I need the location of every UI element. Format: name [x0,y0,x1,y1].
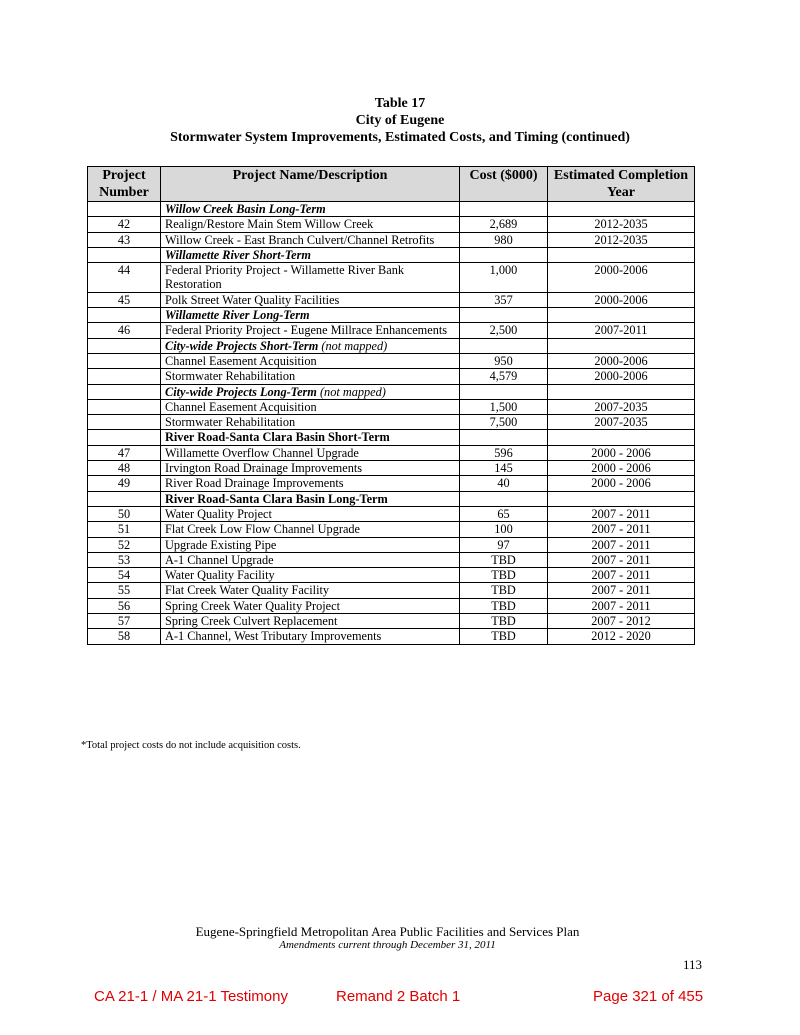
completion-year: 2012-2035 [548,232,695,247]
project-cost: 2,689 [460,217,548,232]
section-cost-cell [460,491,548,506]
section-title-cell [161,338,460,353]
project-number: 45 [88,292,161,307]
footer-plan-title: Eugene-Springfield Metropolitan Area Public Facilities and Services Plan [195,924,580,939]
project-number: 52 [88,537,161,552]
table-row [88,552,695,567]
table-row [88,629,695,644]
completion-year: 2007 - 2011 [548,598,695,613]
completion-year: 2007-2011 [548,323,695,338]
section-cost-cell [460,247,548,262]
project-cost: 4,579 [460,369,548,384]
project-cost: 97 [460,537,548,552]
project-name: Upgrade Existing Pipe [161,537,460,552]
project-cost: 145 [460,461,548,476]
completion-year: 2000 - 2006 [548,476,695,491]
table-row [88,232,695,247]
project-name: Channel Easement Acquisition [161,399,460,414]
project-name: Spring Creek Culvert Replacement [161,614,460,629]
section-number-cell [88,384,161,399]
section-title-cell [161,202,460,217]
completion-year: 2007 - 2011 [548,552,695,567]
footer-amendment-note: Amendments current through December 31, 2011 [279,939,496,951]
completion-year: 2007-2035 [548,399,695,414]
project-cost: 2,500 [460,323,548,338]
project-number: 53 [88,552,161,567]
completion-year: 2000-2006 [548,353,695,368]
project-name: Stormwater Rehabilitation [161,369,460,384]
project-number [88,399,161,414]
section-title: City-wide Projects Short-Term [165,338,319,353]
city-name: City of Eugene [355,113,445,128]
section-title-cell [161,491,460,506]
section-cost-cell [460,430,548,445]
section-number-cell [88,338,161,353]
column-header-project-number: Project Number [88,167,161,202]
section-number-cell [88,430,161,445]
section-number-cell [88,308,161,323]
section-row [88,338,695,353]
project-cost: 980 [460,232,548,247]
project-cost: 100 [460,522,548,537]
project-number: 50 [88,506,161,521]
project-name: Willamette Overflow Channel Upgrade [161,445,460,460]
completion-year: 2007 - 2011 [548,583,695,598]
project-name: Water Quality Facility [161,568,460,583]
completion-year: 2007 - 2011 [548,506,695,521]
completion-year: 2000-2006 [548,292,695,307]
project-name: Flat Creek Water Quality Facility [161,583,460,598]
table-row [88,476,695,491]
completion-year: 2000 - 2006 [548,445,695,460]
section-title-cell [161,384,460,399]
section-year-cell [548,430,695,445]
project-number: 46 [88,323,161,338]
completion-year: 2012-2035 [548,217,695,232]
section-title: River Road-Santa Clara Basin Short-Term [165,430,390,445]
project-name: Irvington Road Drainage Improvements [161,461,460,476]
improvements-table [87,166,695,645]
project-number: 49 [88,476,161,491]
project-name: Stormwater Rehabilitation [161,415,460,430]
section-title: City-wide Projects Long-Term [165,384,317,399]
project-name: A-1 Channel, West Tributary Improvements [161,629,460,644]
section-cost-cell [460,202,548,217]
project-number: 47 [88,445,161,460]
table-row [88,461,695,476]
column-header-name: Project Name/Description [161,167,460,202]
table-row [88,583,695,598]
project-name: Willow Creek - East Branch Culvert/Channel Retrofits [161,232,460,247]
section-title: Willamette River Long-Term [165,308,310,323]
table-row [88,217,695,232]
project-name: Federal Priority Project - Eugene Millrace Enhancements [161,323,460,338]
project-cost: TBD [460,552,548,567]
table-row [88,369,695,384]
project-name: Water Quality Project [161,506,460,521]
table-row [88,537,695,552]
column-header-year: Estimated Completion Year [548,167,695,202]
column-header-cost: Cost ($000) [460,167,548,202]
section-row [88,491,695,506]
project-number: 56 [88,598,161,613]
section-year-cell [548,202,695,217]
section-note: (not mapped) [319,384,386,399]
section-row [88,384,695,399]
project-number: 48 [88,461,161,476]
project-cost: 357 [460,292,548,307]
project-name: Spring Creek Water Quality Project [161,598,460,613]
table-row [88,598,695,613]
project-number: 54 [88,568,161,583]
section-title: River Road-Santa Clara Basin Long-Term [165,491,388,506]
section-year-cell [548,384,695,399]
section-year-cell [548,491,695,506]
completion-year: 2000 - 2006 [548,461,695,476]
table-title: Stormwater System Improvements, Estimated Costs, and Timing (continued) [170,130,630,145]
project-name: Flat Creek Low Flow Channel Upgrade [161,522,460,537]
table-row [88,353,695,368]
project-cost: 1,500 [460,399,548,414]
table-row [88,263,695,293]
project-cost: 7,500 [460,415,548,430]
section-row [88,202,695,217]
completion-year: 2007 - 2011 [548,537,695,552]
project-cost: 1,000 [460,263,548,293]
stamp-page-count: Page 321 of 455 [593,988,704,1005]
table-label: Table 17 [374,96,426,111]
stamp-batch: Remand 2 Batch 1 [336,988,461,1005]
project-name: A-1 Channel Upgrade [161,552,460,567]
header-row [88,167,695,202]
section-title-cell [161,247,460,262]
project-number: 57 [88,614,161,629]
project-name: Realign/Restore Main Stem Willow Creek [161,217,460,232]
project-number: 55 [88,583,161,598]
project-cost: 40 [460,476,548,491]
completion-year: 2007 - 2011 [548,568,695,583]
project-cost: 65 [460,506,548,521]
section-row [88,308,695,323]
table-row [88,323,695,338]
page-number: 113 [683,957,703,972]
project-number [88,369,161,384]
project-number: 58 [88,629,161,644]
completion-year: 2007 - 2012 [548,614,695,629]
project-number: 43 [88,232,161,247]
section-title: Willow Creek Basin Long-Term [165,202,326,216]
section-year-cell [548,308,695,323]
project-name: Channel Easement Acquisition [161,353,460,368]
project-name: Federal Priority Project - Willamette River Bank Restoration [161,263,460,293]
section-number-cell [88,491,161,506]
completion-year: 2000-2006 [548,263,695,293]
footnote: *Total project costs do not include acquisition costs. [81,740,301,751]
project-name: Polk Street Water Quality Facilities [161,292,460,307]
table-row [88,522,695,537]
section-number-cell [88,247,161,262]
project-cost: TBD [460,614,548,629]
project-cost: 596 [460,445,548,460]
completion-year: 2007-2035 [548,415,695,430]
project-number: 44 [88,263,161,293]
project-cost: 950 [460,353,548,368]
stamp-testimony: CA 21-1 / MA 21-1 Testimony [94,988,288,1005]
project-number: 42 [88,217,161,232]
project-cost: TBD [460,568,548,583]
project-number: 51 [88,522,161,537]
section-year-cell [548,247,695,262]
section-number-cell [88,202,161,217]
table-row [88,445,695,460]
section-note: (not mapped) [321,338,388,353]
table-row [88,292,695,307]
project-name: River Road Drainage Improvements [161,476,460,491]
section-title-cell [161,430,460,445]
table-row [88,506,695,521]
section-title-cell [161,308,460,323]
completion-year: 2007 - 2011 [548,522,695,537]
completion-year: 2012 - 2020 [548,629,695,644]
project-number [88,353,161,368]
completion-year: 2000-2006 [548,369,695,384]
section-row [88,247,695,262]
project-number [88,415,161,430]
project-cost: TBD [460,629,548,644]
section-cost-cell [460,384,548,399]
section-row [88,430,695,445]
project-cost: TBD [460,598,548,613]
section-title: Willamette River Short-Term [165,247,311,262]
table-row [88,399,695,414]
section-cost-cell [460,338,548,353]
section-year-cell [548,338,695,353]
section-cost-cell [460,308,548,323]
table-body [88,202,695,645]
table-row [88,415,695,430]
table-row [88,568,695,583]
project-cost: TBD [460,583,548,598]
table-row [88,614,695,629]
